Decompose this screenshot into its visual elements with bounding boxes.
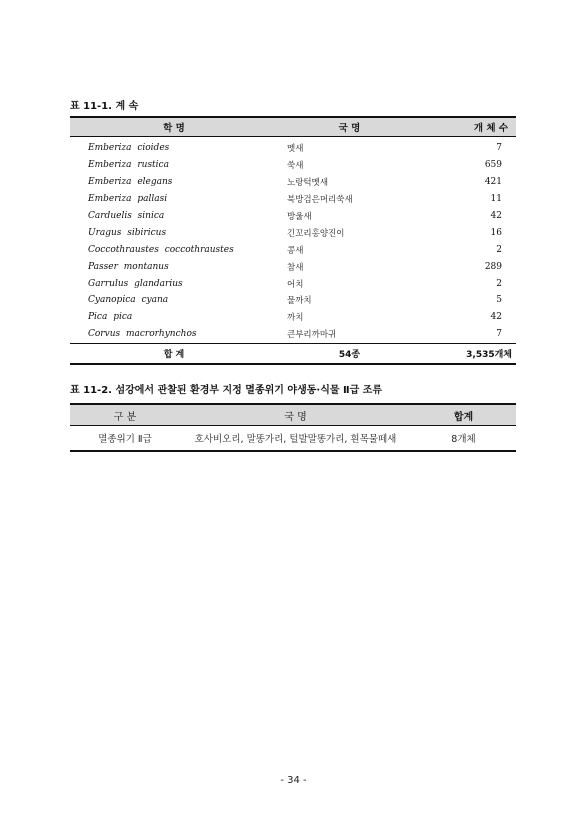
count-cell: 42: [490, 312, 502, 323]
table-row: [70, 208, 516, 225]
total-count: 3,535개체: [421, 343, 516, 364]
scientific-name-cell: Garrulus glandarius: [88, 278, 183, 289]
total-label: 합 계: [70, 343, 278, 364]
table-row: [70, 292, 516, 309]
scientific-name-cell: Carduelis sinica: [88, 211, 165, 221]
table-header-row: [70, 117, 516, 137]
table1-caption: 표 11-1. 계 속: [70, 101, 139, 112]
table1-body: [70, 137, 516, 344]
table-row: [70, 275, 516, 292]
table-row: [70, 174, 516, 191]
table-row: [70, 137, 516, 157]
korean-name-cell: 참새: [287, 262, 304, 273]
scientific-name-cell: Cyanopica cyana: [88, 295, 169, 306]
count-cell: 289: [484, 261, 502, 272]
count-cell: 2: [496, 244, 502, 255]
scientific-name-cell: Uragus sibiricus: [88, 227, 167, 238]
korean-name-cell: 큰부리까마귀: [287, 330, 337, 341]
korean-name-cell: 까치: [287, 313, 304, 324]
scientific-name-cell: Emberiza cioides: [88, 143, 170, 154]
table2-header-row: [70, 404, 516, 426]
count-cell: 2: [496, 278, 502, 289]
korean-name-cell: 방울새: [287, 212, 312, 222]
count-cell: 42: [490, 211, 502, 221]
header-korean-name: 국 명: [278, 117, 421, 137]
korean-name-cell: 콩새: [287, 245, 304, 256]
korean-name-cell: 노랑턱멧새: [287, 178, 329, 189]
header-scientific-name: 학 명: [70, 117, 278, 137]
count-cell: 7: [496, 143, 502, 154]
header-category: 구 분: [70, 404, 180, 426]
total-species: 54종: [278, 343, 421, 364]
endangered-species-table: [70, 403, 516, 452]
scientific-name-cell: Coccothraustes coccothraustes: [88, 244, 234, 255]
korean-name-cell: 긴꼬리홍양진이: [287, 228, 345, 239]
page-number: - 34 -: [280, 775, 307, 786]
korean-name-cell: 멧새: [287, 144, 304, 155]
korean-name-cell: 쑥새: [287, 161, 304, 172]
header-korean-name: 국 명: [180, 404, 411, 426]
bird-species-table: [70, 116, 516, 365]
table-row: [70, 157, 516, 174]
table-row: [70, 426, 516, 452]
table-row: [70, 309, 516, 326]
count-cell: 659: [484, 160, 502, 171]
count-cell: 16: [490, 227, 502, 238]
table-row: [70, 241, 516, 258]
table-row: [70, 224, 516, 241]
scientific-name-cell: Passer montanus: [88, 261, 169, 272]
count-cell: 5: [496, 295, 502, 306]
header-count: 개 체 수: [421, 117, 516, 137]
korean-name-cell: 물까치: [287, 296, 312, 307]
total-cell: 8개체: [411, 426, 516, 452]
korean-name-cell: 북방검은머리쑥새: [287, 195, 353, 206]
species-names-cell: 호사비오리, 말똥가리, 털발말똥가리, 흰목물떼새: [180, 426, 411, 452]
korean-name-cell: 어치: [287, 279, 304, 290]
table-row: [70, 258, 516, 275]
count-cell: 11: [490, 194, 502, 205]
category-cell: 멸종위기 Ⅱ급: [70, 426, 180, 452]
count-cell: 7: [496, 329, 502, 340]
table-row: [70, 326, 516, 343]
table-total-row: [70, 343, 516, 364]
scientific-name-cell: Emberiza elegans: [88, 177, 173, 188]
table-row: [70, 191, 516, 208]
scientific-name-cell: Corvus macrorhynchos: [88, 329, 197, 340]
header-total: 합계: [411, 404, 516, 426]
scientific-name-cell: Emberiza rustica: [88, 160, 169, 171]
scientific-name-cell: Pica pica: [88, 312, 133, 323]
scientific-name-cell: Emberiza pallasi: [88, 194, 168, 205]
table2-caption: 표 11-2. 섬강에서 관찰된 환경부 지정 멸종위기 야생동·식물 Ⅱ급 조류: [70, 385, 383, 396]
count-cell: 421: [484, 177, 502, 188]
